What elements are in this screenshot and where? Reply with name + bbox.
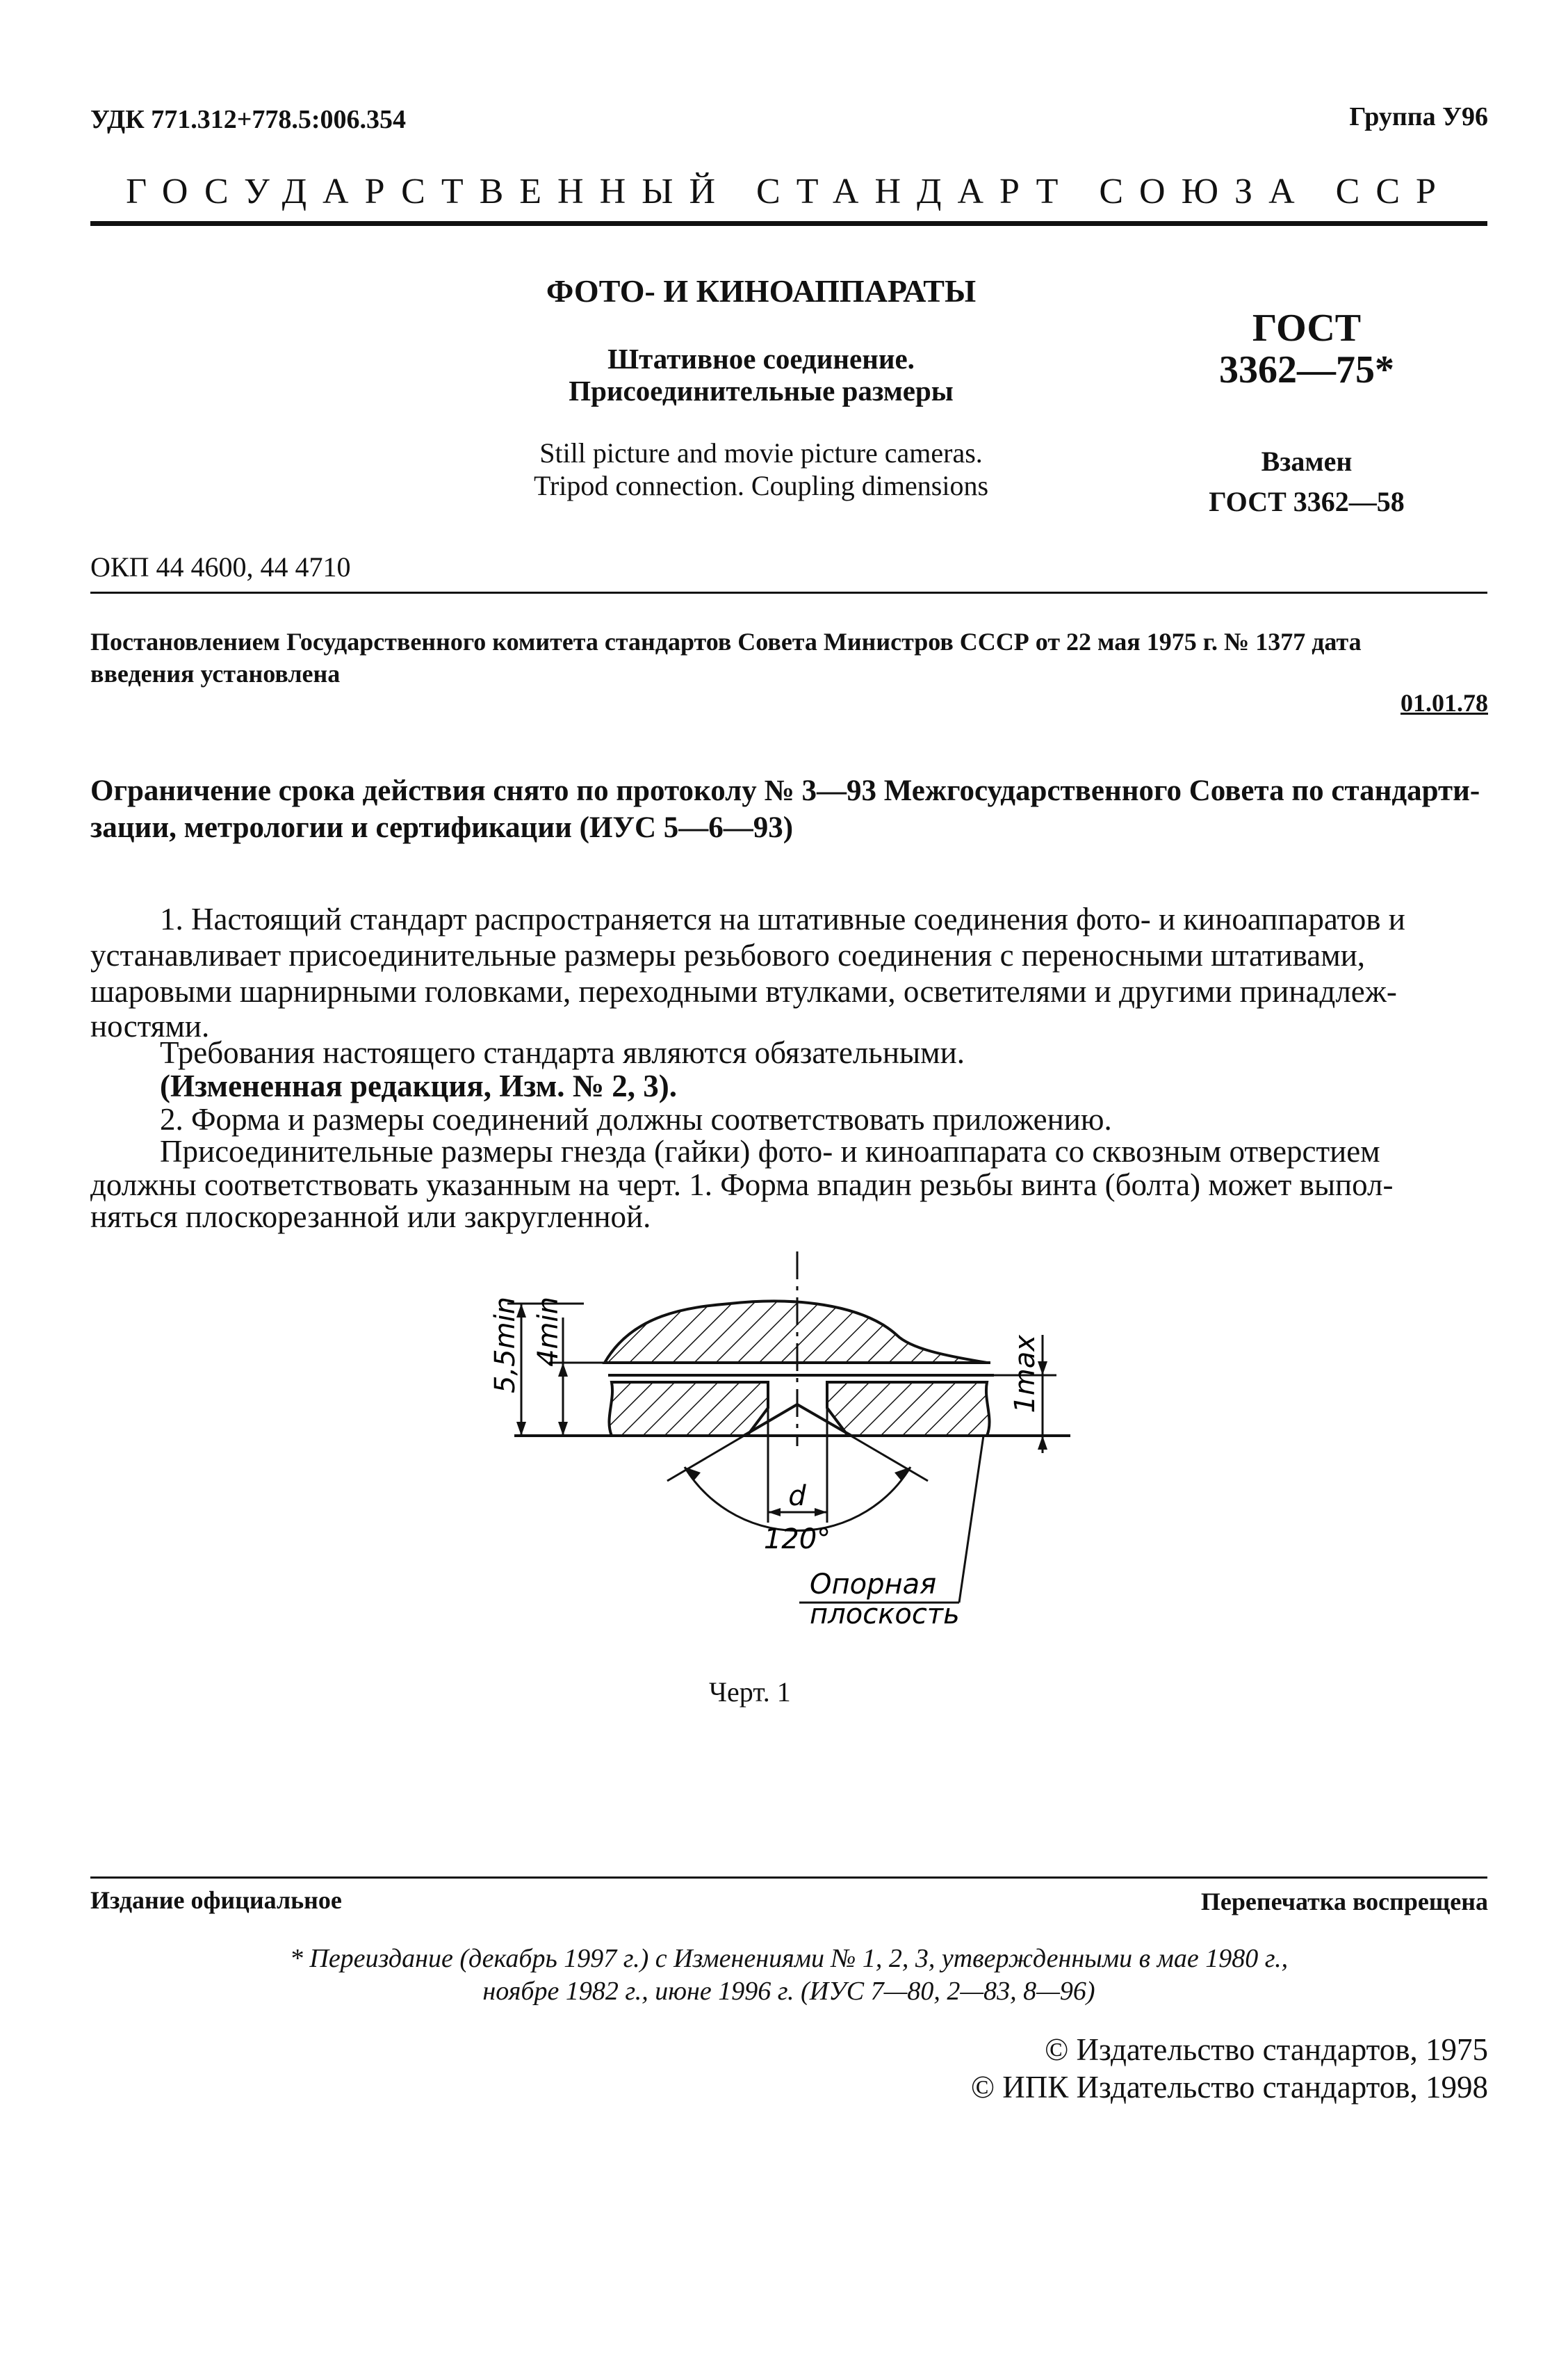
standard-title: ГОСУДАРСТВЕННЫЙ СТАНДАРТ СОЮЗА ССР bbox=[126, 172, 1452, 211]
gost-label: ГОСТ bbox=[1252, 307, 1362, 350]
plane-leader bbox=[959, 1436, 983, 1603]
camera-body-section bbox=[605, 1301, 987, 1363]
decree-line2: введения установлена bbox=[90, 660, 341, 688]
plate-left-section bbox=[609, 1382, 768, 1436]
figure-caption: Черт. 1 bbox=[709, 1676, 791, 1708]
title-en-line1: Still picture and movie picture cameras. bbox=[539, 437, 983, 469]
angle-arrow-right bbox=[895, 1467, 910, 1481]
replaces-value: ГОСТ 3362—58 bbox=[1209, 486, 1405, 517]
restriction-line2: зации, метрологии и сертификации (ИУС 5—6—93) bbox=[90, 811, 794, 844]
dim-right-arrow-bottom bbox=[1038, 1436, 1047, 1450]
title-en-line2: Tripod connection. Coupling dimensions bbox=[533, 470, 989, 501]
paragraph-1-line1: 1. Настоящий стандарт распространяется на штативные соединения фото- и киноаппаратов и bbox=[160, 902, 1405, 937]
group-code: Группа У96 bbox=[1349, 102, 1488, 131]
paragraph-2: Требования настоящего стандарта являются обязательными. bbox=[160, 1035, 965, 1070]
paragraph-1-line3: шаровыми шарнирными головками, переходными втулками, осветителями и другими принадлеж- bbox=[90, 974, 1397, 1009]
plane-label-line2: плоскость bbox=[810, 1598, 960, 1627]
plate-right-section bbox=[827, 1382, 990, 1436]
replaces-label: Взамен bbox=[1261, 446, 1353, 477]
header-rule bbox=[90, 221, 1487, 226]
reissue-line1: * Переиздание (декабрь 1997 г.) с Изменениями № 1, 2, 3, утвержденными в мае 1980 г., bbox=[289, 1944, 1289, 1973]
gost-number: 3362—75* bbox=[1219, 348, 1394, 391]
udk-code: УДК 771.312+778.5:006.354 bbox=[90, 105, 407, 134]
copyright-1998: © ИПК Издательство стандартов, 1998 bbox=[970, 2070, 1488, 2105]
restriction-line1: Ограничение срока действия снято по протоколу № 3—93 Межгосударственного Совета по стандарти- bbox=[90, 775, 1480, 807]
title-rule bbox=[90, 592, 1487, 594]
dim-outer-label: 5,5min bbox=[489, 1297, 521, 1394]
dim-outer-arrow-bottom bbox=[516, 1422, 526, 1436]
paragraph-5-line3: няться плоскорезанной или закругленной. bbox=[90, 1199, 651, 1234]
reprint-notice: Перепечатка воспрещена bbox=[1200, 1888, 1488, 1915]
angle-arrow-left bbox=[685, 1467, 701, 1481]
paragraph-3: (Измененная редакция, Изм. № 2, 3). bbox=[160, 1069, 678, 1103]
paragraph-1-line2: устанавливает присоединительные размеры резьбового соединения с переносными штативами, bbox=[90, 938, 1366, 973]
paragraph-5-line1: Присоединительные размеры гнезда (гайки) фото- и киноаппарата со сквозным отверстием bbox=[160, 1134, 1380, 1169]
decree-date: 01.01.78 bbox=[1400, 689, 1488, 717]
paragraph-4: 2. Форма и размеры соединений должны соответствовать приложению. bbox=[160, 1102, 1112, 1137]
tripod-connection-drawing bbox=[473, 1238, 1098, 1627]
title-ru: ФОТО- И КИНОАППАРАТЫ bbox=[546, 273, 977, 309]
okp-code: ОКП 44 4600, 44 4710 bbox=[90, 551, 351, 583]
dim-inner-arrow-bottom bbox=[558, 1422, 568, 1436]
dim-inner-label: 4min bbox=[532, 1297, 564, 1367]
dim-right-label: 1max bbox=[1009, 1335, 1041, 1413]
copyright-1975: © Издательство стандартов, 1975 bbox=[1045, 2032, 1488, 2067]
subtitle-ru-line2: Присоединительные размеры bbox=[569, 375, 954, 407]
footer-rule bbox=[90, 1876, 1487, 1879]
decree-line1: Постановлением Государственного комитета стандартов Совета Министров СССР от 22 мая 1975 г. № 1377 дата bbox=[90, 628, 1362, 656]
official-edition: Издание официальное bbox=[90, 1886, 342, 1914]
angle-label: 120° bbox=[763, 1523, 831, 1555]
dim-d-arrow-left bbox=[768, 1508, 781, 1516]
dim-d-arrow-right bbox=[815, 1508, 827, 1516]
subtitle-ru-line1: Штативное соединение. bbox=[607, 343, 915, 375]
reissue-line2: ноябре 1982 г., июне 1996 г. (ИУС 7—80, 2—83, 8—96) bbox=[482, 1977, 1095, 2006]
dim-d-label: d bbox=[788, 1480, 806, 1512]
paragraph-5-line2: должны соответствовать указанным на черт. 1. Форма впадин резьбы винта (болта) может выпол- bbox=[90, 1167, 1394, 1202]
paragraph-1-line4: ностями. bbox=[90, 1009, 210, 1044]
plane-label-line1: Опорная bbox=[810, 1568, 937, 1600]
